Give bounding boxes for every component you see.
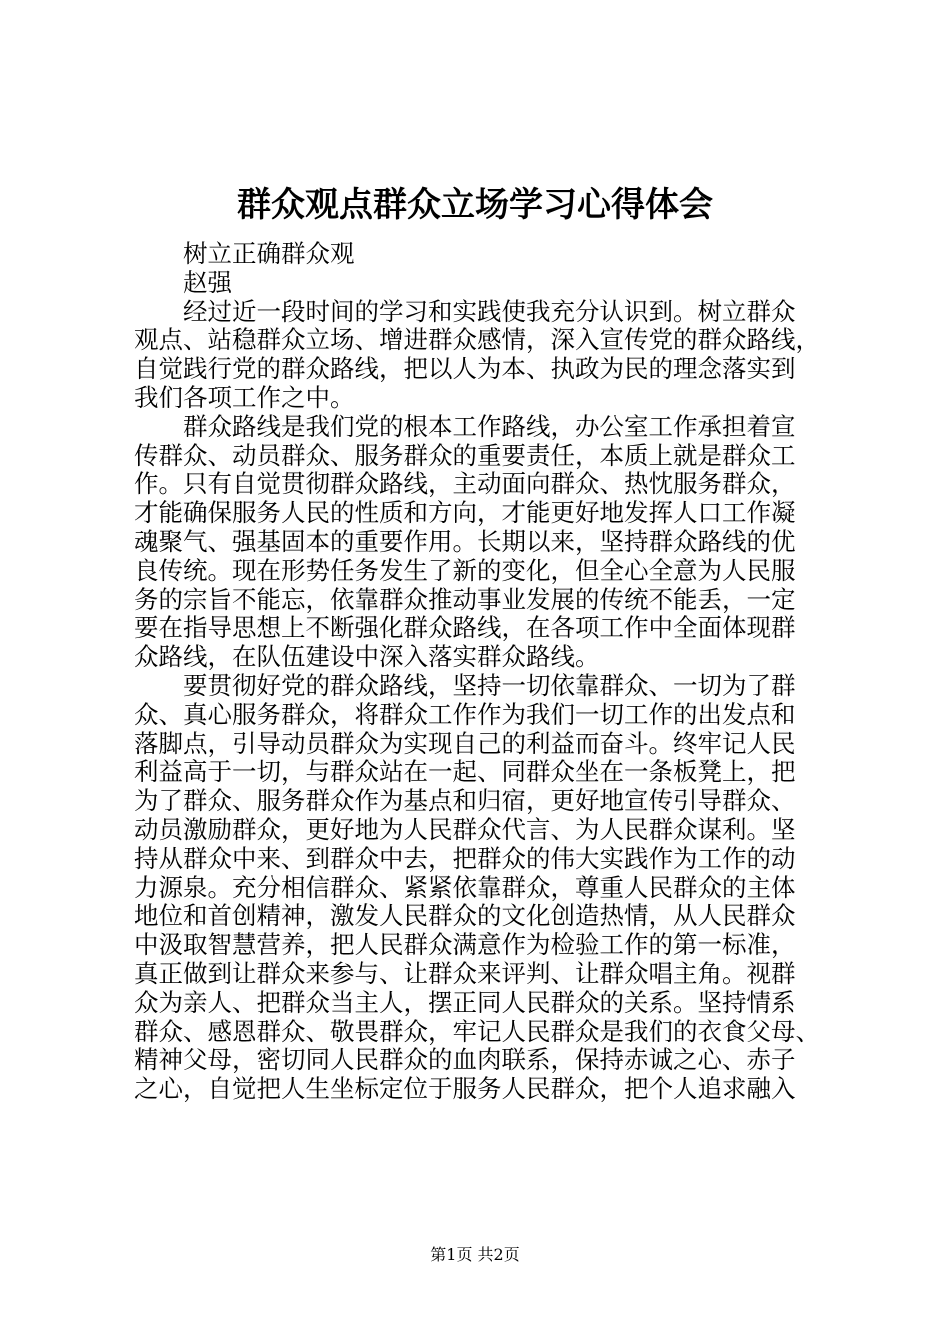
paragraph-line: 真正做到让群众来参与、让群众来评判、让群众唱主角。视群 xyxy=(134,959,796,988)
paragraph-2 xyxy=(134,413,832,672)
paragraph-line: 良传统。现在形势任务发生了新的变化，但全心全意为人民服 xyxy=(134,556,796,585)
paragraph-line: 力源泉。充分相信群众、紧紧依靠群众，尊重人民群众的主体 xyxy=(134,873,796,902)
paragraph-line: 魂聚气、强基固本的重要作用。长期以来，坚持群众路线的优 xyxy=(134,527,796,556)
paragraph-line: 中汲取智慧营养，把人民群众满意作为检验工作的第一标准， xyxy=(134,931,796,960)
paragraph-line: 务的宗旨不能忘，依靠群众推动事业发展的传统不能丢，一定 xyxy=(134,585,796,614)
paragraph-line: 地位和首创精神，激发人民群众的文化创造热情，从人民群众 xyxy=(134,902,796,931)
paragraph-line: 要贯彻好党的群众路线，坚持一切依靠群众、一切为了群 xyxy=(183,671,796,700)
paragraph-line: 众路线，在队伍建设中深入落实群众路线。 xyxy=(134,643,600,672)
paragraph-line: 精神父母，密切同人民群众的血肉联系，保持赤诚之心、赤子 xyxy=(134,1046,796,1075)
paragraph-line: 持从群众中来、到群众中去，把群众的伟大实践作为工作的动 xyxy=(134,844,796,873)
document-title: 群众观点群众立场学习心得体会 xyxy=(237,185,713,225)
paragraph-3 xyxy=(134,672,832,1104)
paragraph-line: 群众路线是我们党的根本工作路线，办公室工作承担着宣 xyxy=(183,412,796,441)
paragraph-line: 才能确保服务人民的性质和方向，才能更好地发挥人口工作凝 xyxy=(134,499,796,528)
paragraph-line: 落脚点，引导动员群众为实现自己的利益而奋斗。终牢记人民 xyxy=(134,729,796,758)
paragraph-line: 众为亲人、把群众当主人，摆正同人民群众的关系。坚持情系 xyxy=(134,988,796,1017)
paragraph-line: 利益高于一切，与群众站在一起、同群众坐在一条板凳上，把 xyxy=(134,758,796,787)
document-author: 赵强 xyxy=(183,268,232,297)
paragraph-line: 我们各项工作之中。 xyxy=(134,383,355,412)
paragraph-line: 要在指导思想上不断强化群众路线，在各项工作中全面体现群 xyxy=(134,614,796,643)
document-body xyxy=(134,240,832,1104)
paragraph-line: 自觉践行党的群众路线，把以人为本、执政为民的理念落实到 xyxy=(134,355,796,384)
paragraph-line: 动员激励群众，更好地为人民群众代言、为人民群众谋利。坚 xyxy=(134,815,796,844)
paragraph-line: 群众、感恩群众、敬畏群众，牢记人民群众是我们的衣食父母、 xyxy=(134,1017,820,1046)
paragraph-line: 观点、站稳群众立场、增进群众感情，深入宣传党的群众路线， xyxy=(134,326,820,355)
paragraph-line: 经过近一段时间的学习和实践使我充分认识到。树立群众 xyxy=(183,297,796,326)
page-number-footer: 第1页 共2页 xyxy=(430,1245,520,1264)
paragraph-1 xyxy=(134,298,832,413)
paragraph-line: 为了群众、服务群众作为基点和归宿，更好地宣传引导群众、 xyxy=(134,787,796,816)
paragraph-line: 众、真心服务群众，将群众工作作为我们一切工作的出发点和 xyxy=(134,700,796,729)
paragraph-line: 传群众、动员群众、服务群众的重要责任，本质上就是群众工 xyxy=(134,441,796,470)
paragraph-line: 之心，自觉把人生坐标定位于服务人民群众，把个人追求融入 xyxy=(134,1075,796,1104)
paragraph-line: 作。只有自觉贯彻群众路线，主动面向群众、热忱服务群众， xyxy=(134,470,796,499)
document-subtitle: 树立正确群众观 xyxy=(183,240,355,268)
